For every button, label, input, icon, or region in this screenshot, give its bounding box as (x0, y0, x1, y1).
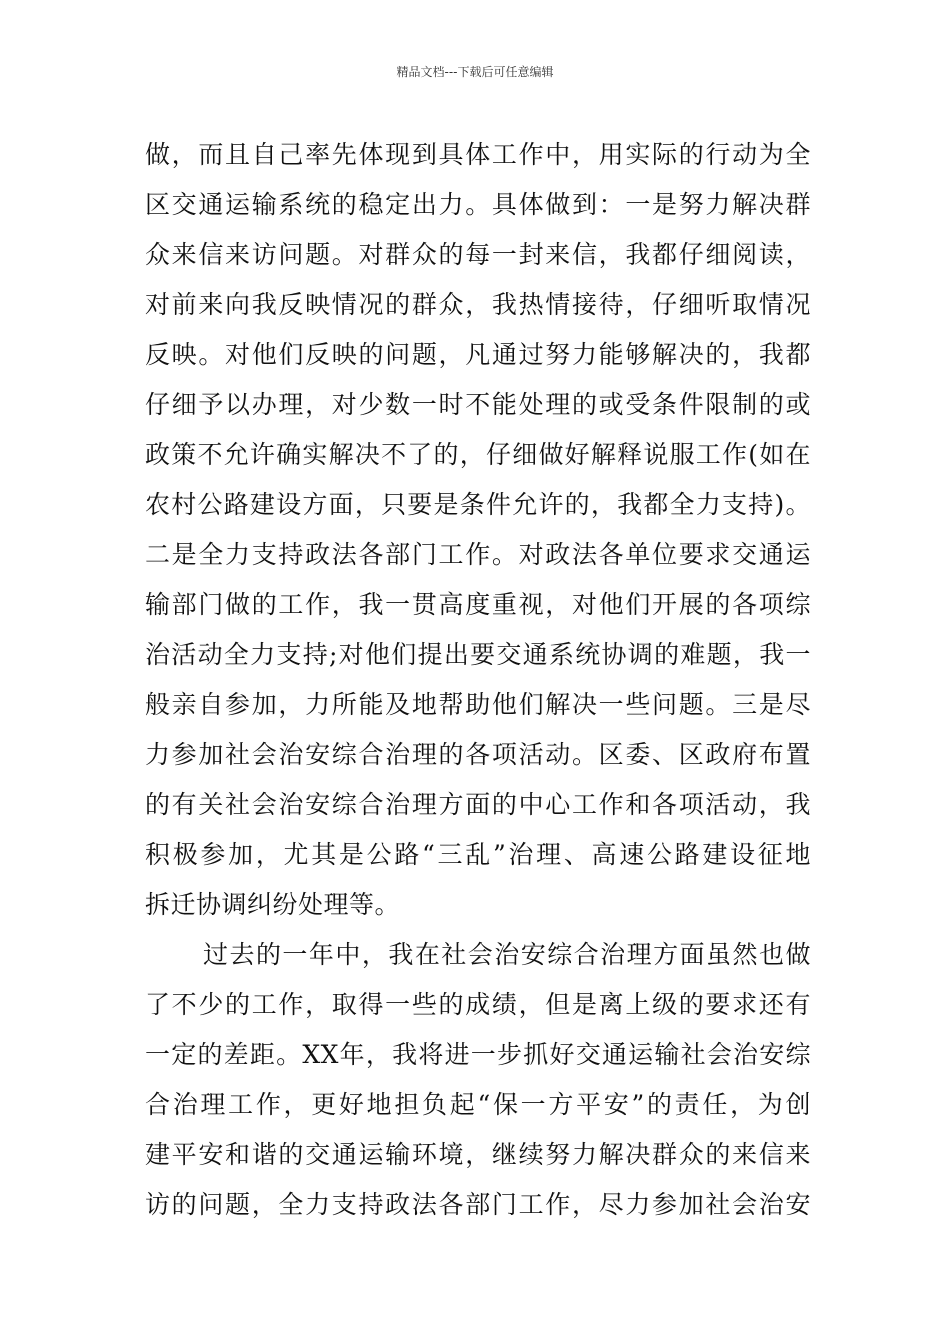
text-line: 过去的一年中，我在社会治安综合治理方面虽然也做 (203, 940, 811, 969)
text-line: 区交通运输系统的稳定出力。具体做到：一是努力解决群 (145, 190, 811, 219)
text-line: 对前来向我反映情况的群众，我热情接待，仔细听取情况 (145, 290, 811, 319)
text-line: 建平安和谐的交通运输环境，继续努力解决群众的来信来 (145, 1140, 811, 1169)
text-line: 做，而且自己率先体现到具体工作中，用实际的行动为全 (145, 140, 811, 169)
text-line: 政策不允许确实解决不了的，仔细做好解释说服工作(如在 (145, 440, 811, 469)
text-line: 众来信来访问题。对群众的每一封来信，我都仔细阅读， (145, 240, 811, 269)
text-line: 农村公路建设方面，只要是条件允许的，我都全力支持)。 (145, 490, 811, 519)
text-line: 输部门做的工作，我一贯高度重视，对他们开展的各项综 (145, 590, 811, 619)
text-line: 二是全力支持政法各部门工作。对政法各单位要求交通运 (145, 540, 811, 569)
text-line: 一定的差距。XX年，我将进一步抓好交通运输社会治安综 (145, 1040, 811, 1069)
text-line: 反映。对他们反映的问题，凡通过努力能够解决的，我都 (145, 340, 811, 369)
text-line: 了不少的工作，取得一些的成绩，但是离上级的要求还有 (145, 990, 811, 1019)
text-line: 积极参加，尤其是公路“三乱”治理、高速公路建设征地 (145, 840, 811, 869)
text-line: 力参加社会治安综合治理的各项活动。区委、区政府布置 (145, 740, 811, 769)
text-line: 治活动全力支持;对他们提出要交通系统协调的难题，我一 (145, 640, 811, 669)
text-line: 般亲自参加，力所能及地帮助他们解决一些问题。三是尽 (145, 690, 811, 719)
text-line: 合治理工作，更好地担负起“保一方平安”的责任，为创 (145, 1090, 811, 1119)
document-body (145, 130, 811, 1230)
page-header: 精品文档---下载后可任意编辑 (396, 65, 554, 79)
text-line: 的有关社会治安综合治理方面的中心工作和各项活动，我 (145, 790, 811, 819)
text-line: 仔细予以办理，对少数一时不能处理的或受条件限制的或 (145, 390, 811, 419)
paragraph-1 (145, 130, 811, 930)
text-line: 拆迁协调纠纷处理等。 (145, 890, 401, 919)
paragraph-2 (145, 930, 811, 1230)
text-line: 访的问题，全力支持政法各部门工作，尽力参加社会治安 (145, 1190, 811, 1219)
